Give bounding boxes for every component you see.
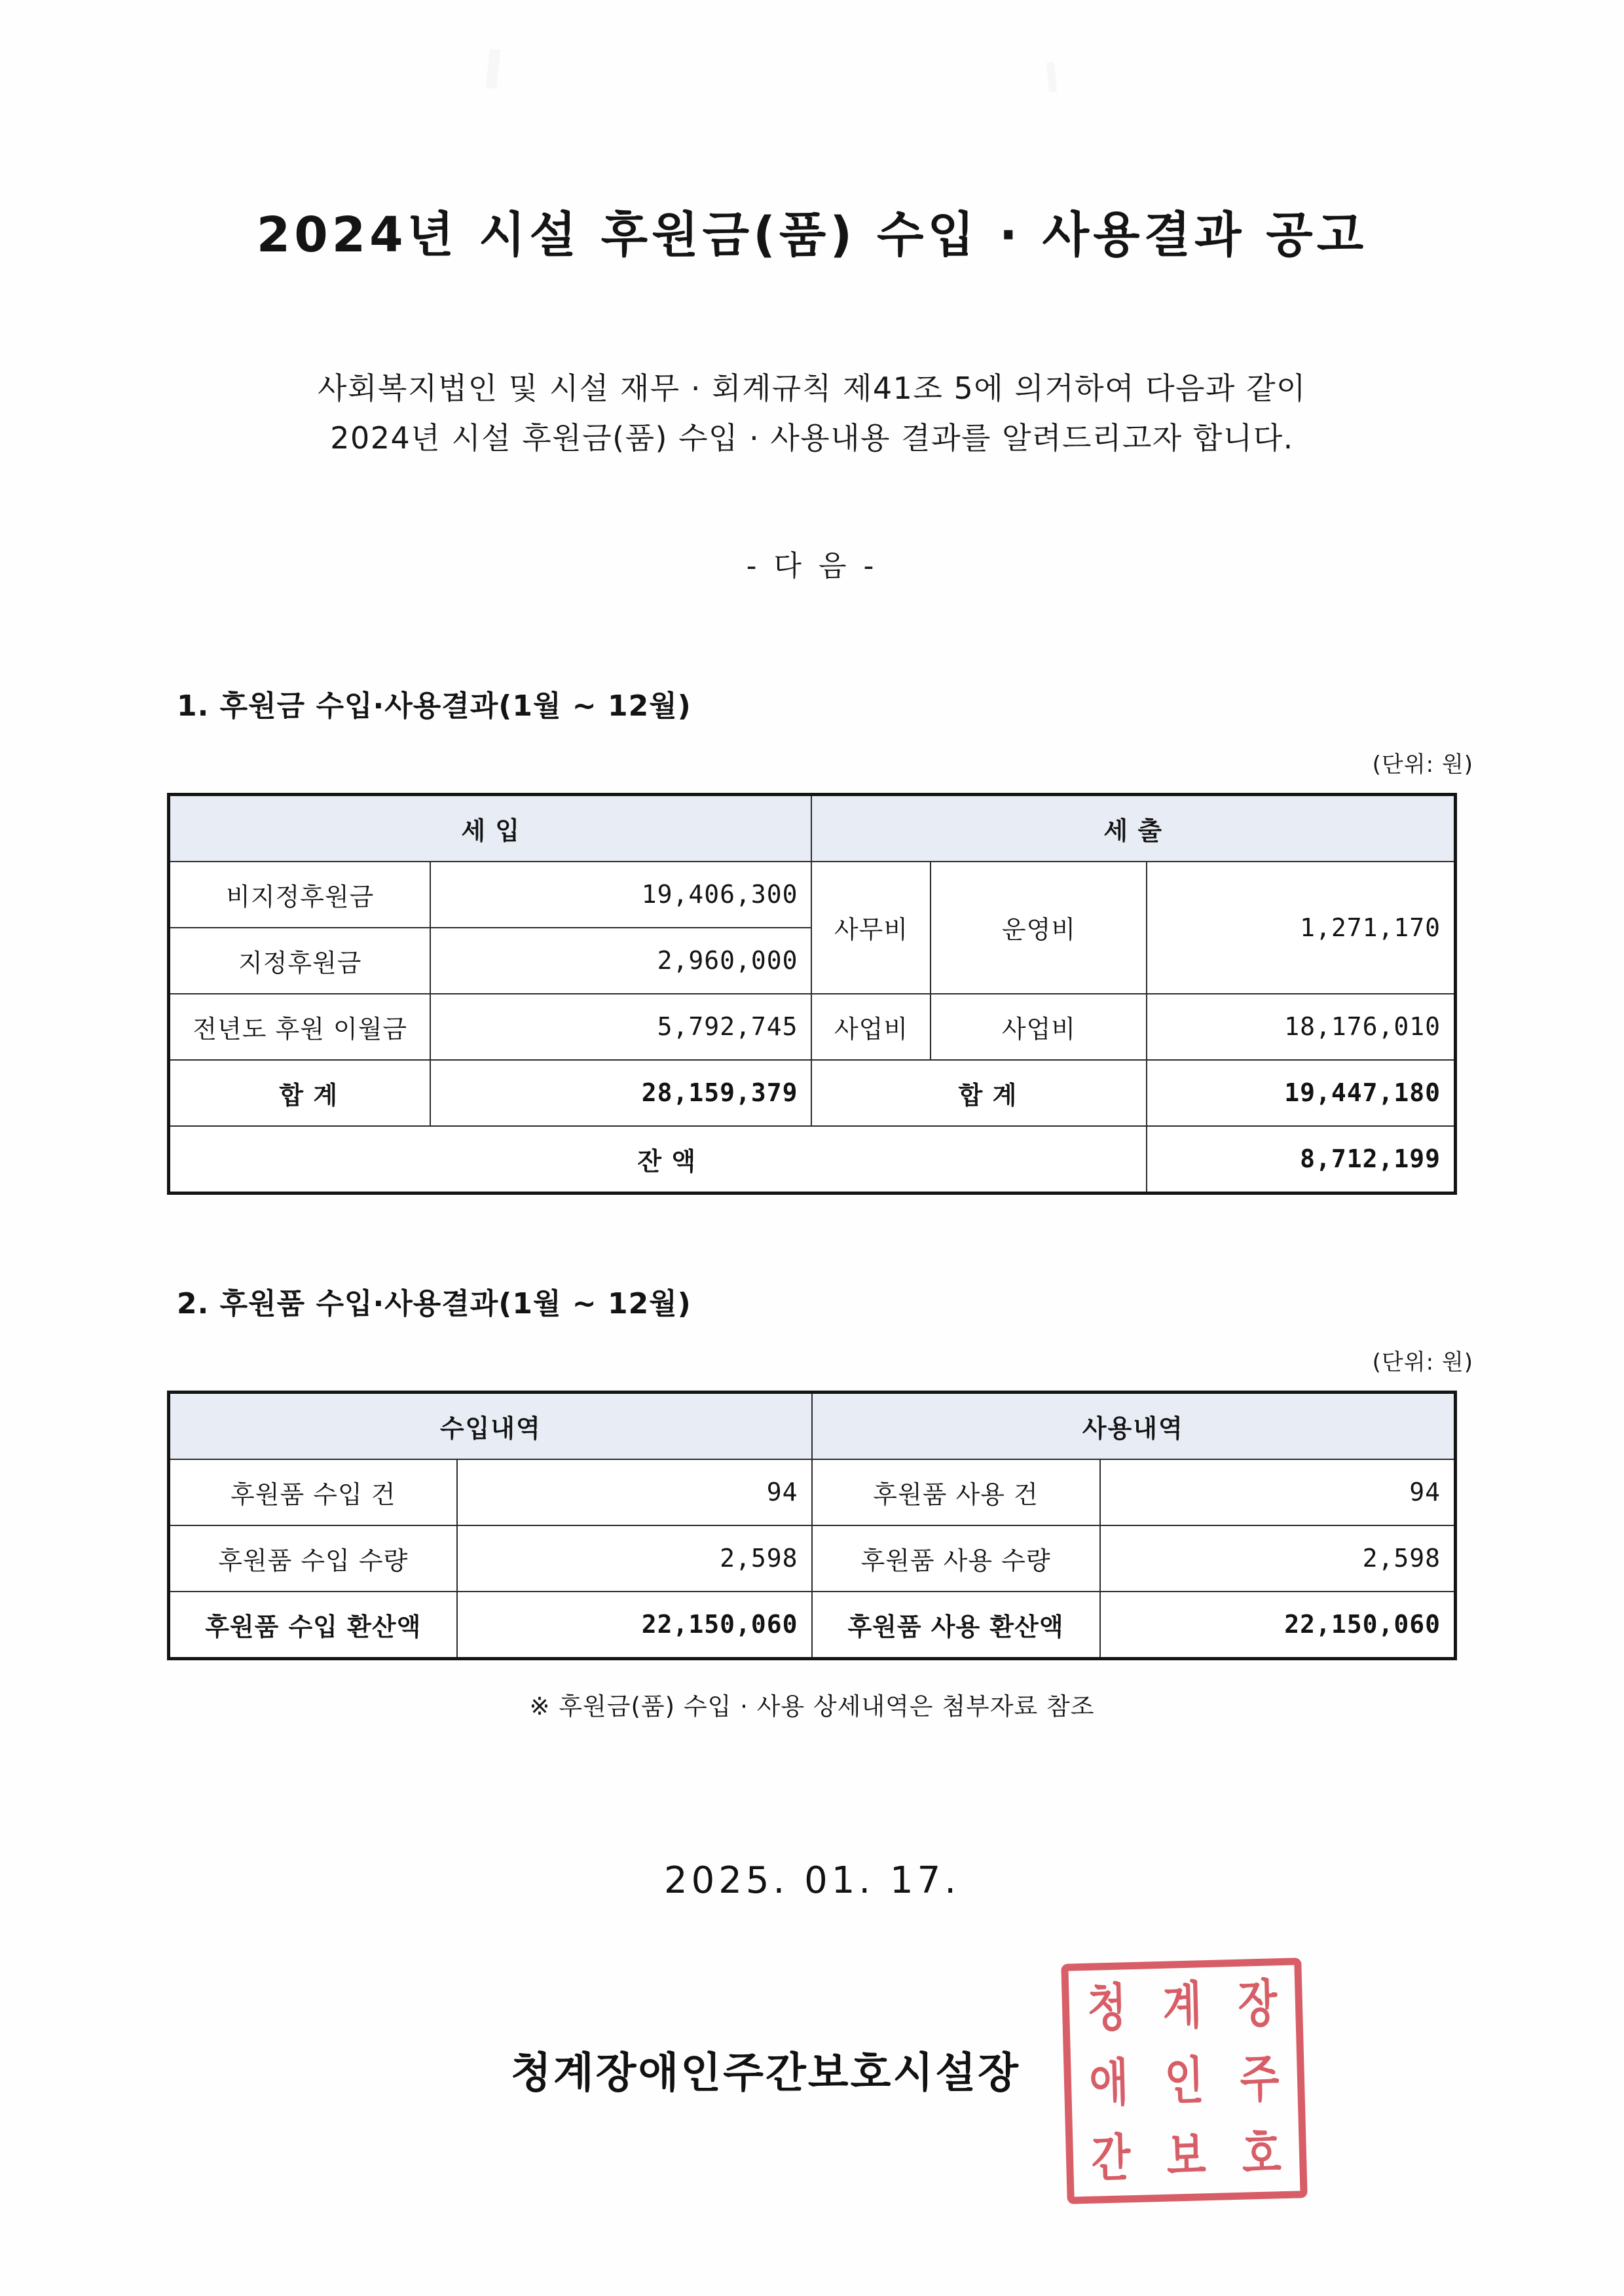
- table-row: [169, 1525, 1456, 1592]
- seal-char: 간: [1090, 2127, 1132, 2189]
- table-balance-row: [168, 1126, 1455, 1194]
- goods-usage-label: 후원품 사용 환산액: [812, 1592, 1100, 1659]
- donation-money-table: [167, 793, 1457, 1195]
- official-seal-stamp: [1061, 1958, 1307, 2204]
- footnote: ※ 후원금(품) 수입 · 사용 상세내역은 첨부자료 참조: [529, 1692, 1095, 1721]
- goods-income-value: 22,150,060: [457, 1592, 812, 1659]
- balance-label: 잔 액: [168, 1126, 1147, 1194]
- income-label: 비지정후원금: [168, 862, 430, 928]
- seal-char: 인: [1164, 2050, 1205, 2111]
- seal-char: 청: [1086, 1977, 1128, 2038]
- signature-block: [0, 1973, 1624, 2196]
- income-label: 지정후원금: [168, 928, 430, 994]
- donation-goods-table: [167, 1391, 1457, 1660]
- table-row: [168, 994, 1455, 1060]
- seal-char: 애: [1088, 2052, 1130, 2113]
- intro-line-2: 2024년 시설 후원금(품) 수입 · 사용내용 결과를 알려드리고자 합니다.: [330, 420, 1294, 456]
- header-income: 세 입: [168, 794, 811, 862]
- goods-usage-value: 22,150,060: [1100, 1592, 1456, 1659]
- goods-income-label: 후원품 수입 건: [169, 1459, 457, 1525]
- section-2-unit-note: (단위: 원): [1372, 1349, 1473, 1376]
- seal-char: 주: [1239, 2048, 1280, 2109]
- goods-usage-value: 2,598: [1100, 1525, 1456, 1592]
- table-row: [169, 1592, 1456, 1659]
- income-total-value: 28,159,379: [430, 1060, 811, 1126]
- section-1-unit-note: (단위: 원): [1372, 751, 1473, 778]
- income-total-label: 합 계: [168, 1060, 430, 1126]
- expense-value: 18,176,010: [1147, 994, 1455, 1060]
- expense-label: 운영비: [931, 862, 1147, 994]
- intro-line-1: 사회복지법인 및 시설 재무 · 회계규칙 제41조 5에 의거하여 다음과 같이: [318, 371, 1306, 406]
- goods-income-label: 후원품 수입 수량: [169, 1525, 457, 1592]
- income-label: 전년도 후원 이월금: [168, 994, 430, 1060]
- balance-value: 8,712,199: [1147, 1126, 1455, 1194]
- daum-marker: - 다 음 -: [746, 549, 878, 583]
- seal-char: 계: [1162, 1975, 1203, 2036]
- table-header-row: [168, 794, 1455, 862]
- expense-label: 사업비: [931, 994, 1147, 1060]
- table-row: [169, 1459, 1456, 1525]
- page-title: 2024년 시설 후원금(품) 수입 · 사용결과 공고: [256, 207, 1368, 263]
- seal-char: 장: [1237, 1973, 1278, 2034]
- expense-group-label: 사업비: [811, 994, 931, 1060]
- expense-total-value: 19,447,180: [1147, 1060, 1455, 1126]
- income-value: 5,792,745: [430, 994, 811, 1060]
- goods-usage-value: 94: [1100, 1459, 1456, 1525]
- header-income-detail: 수입내역: [169, 1392, 812, 1459]
- table-total-row: [168, 1060, 1455, 1126]
- goods-income-value: 2,598: [457, 1525, 812, 1592]
- income-value: 2,960,000: [430, 928, 811, 994]
- section-1-heading: 1. 후원금 수입·사용결과(1월 ~ 12월): [177, 689, 692, 723]
- expense-group-label: 사무비: [811, 862, 931, 994]
- header-usage-detail: 사용내역: [812, 1392, 1456, 1459]
- table-header-row: [169, 1392, 1456, 1459]
- goods-income-label: 후원품 수입 환산액: [169, 1592, 457, 1659]
- goods-usage-label: 후원품 사용 수량: [812, 1525, 1100, 1592]
- goods-income-value: 94: [457, 1459, 812, 1525]
- issue-date: 2025. 01. 17.: [663, 1859, 961, 1902]
- seal-char: 호: [1241, 2123, 1282, 2185]
- expense-total-label: 합 계: [811, 1060, 1147, 1126]
- intro-paragraph: [190, 364, 1434, 464]
- seal-char: 보: [1166, 2125, 1207, 2187]
- goods-usage-label: 후원품 사용 건: [812, 1459, 1100, 1525]
- table-row: [168, 862, 1455, 928]
- header-expense: 세 출: [811, 794, 1455, 862]
- signatory-title: 청계장애인주간보호시설장: [511, 2049, 1020, 2098]
- section-2-heading: 2. 후원품 수입·사용결과(1월 ~ 12월): [177, 1286, 692, 1321]
- income-value: 19,406,300: [430, 862, 811, 928]
- expense-value: 1,271,170: [1147, 862, 1455, 994]
